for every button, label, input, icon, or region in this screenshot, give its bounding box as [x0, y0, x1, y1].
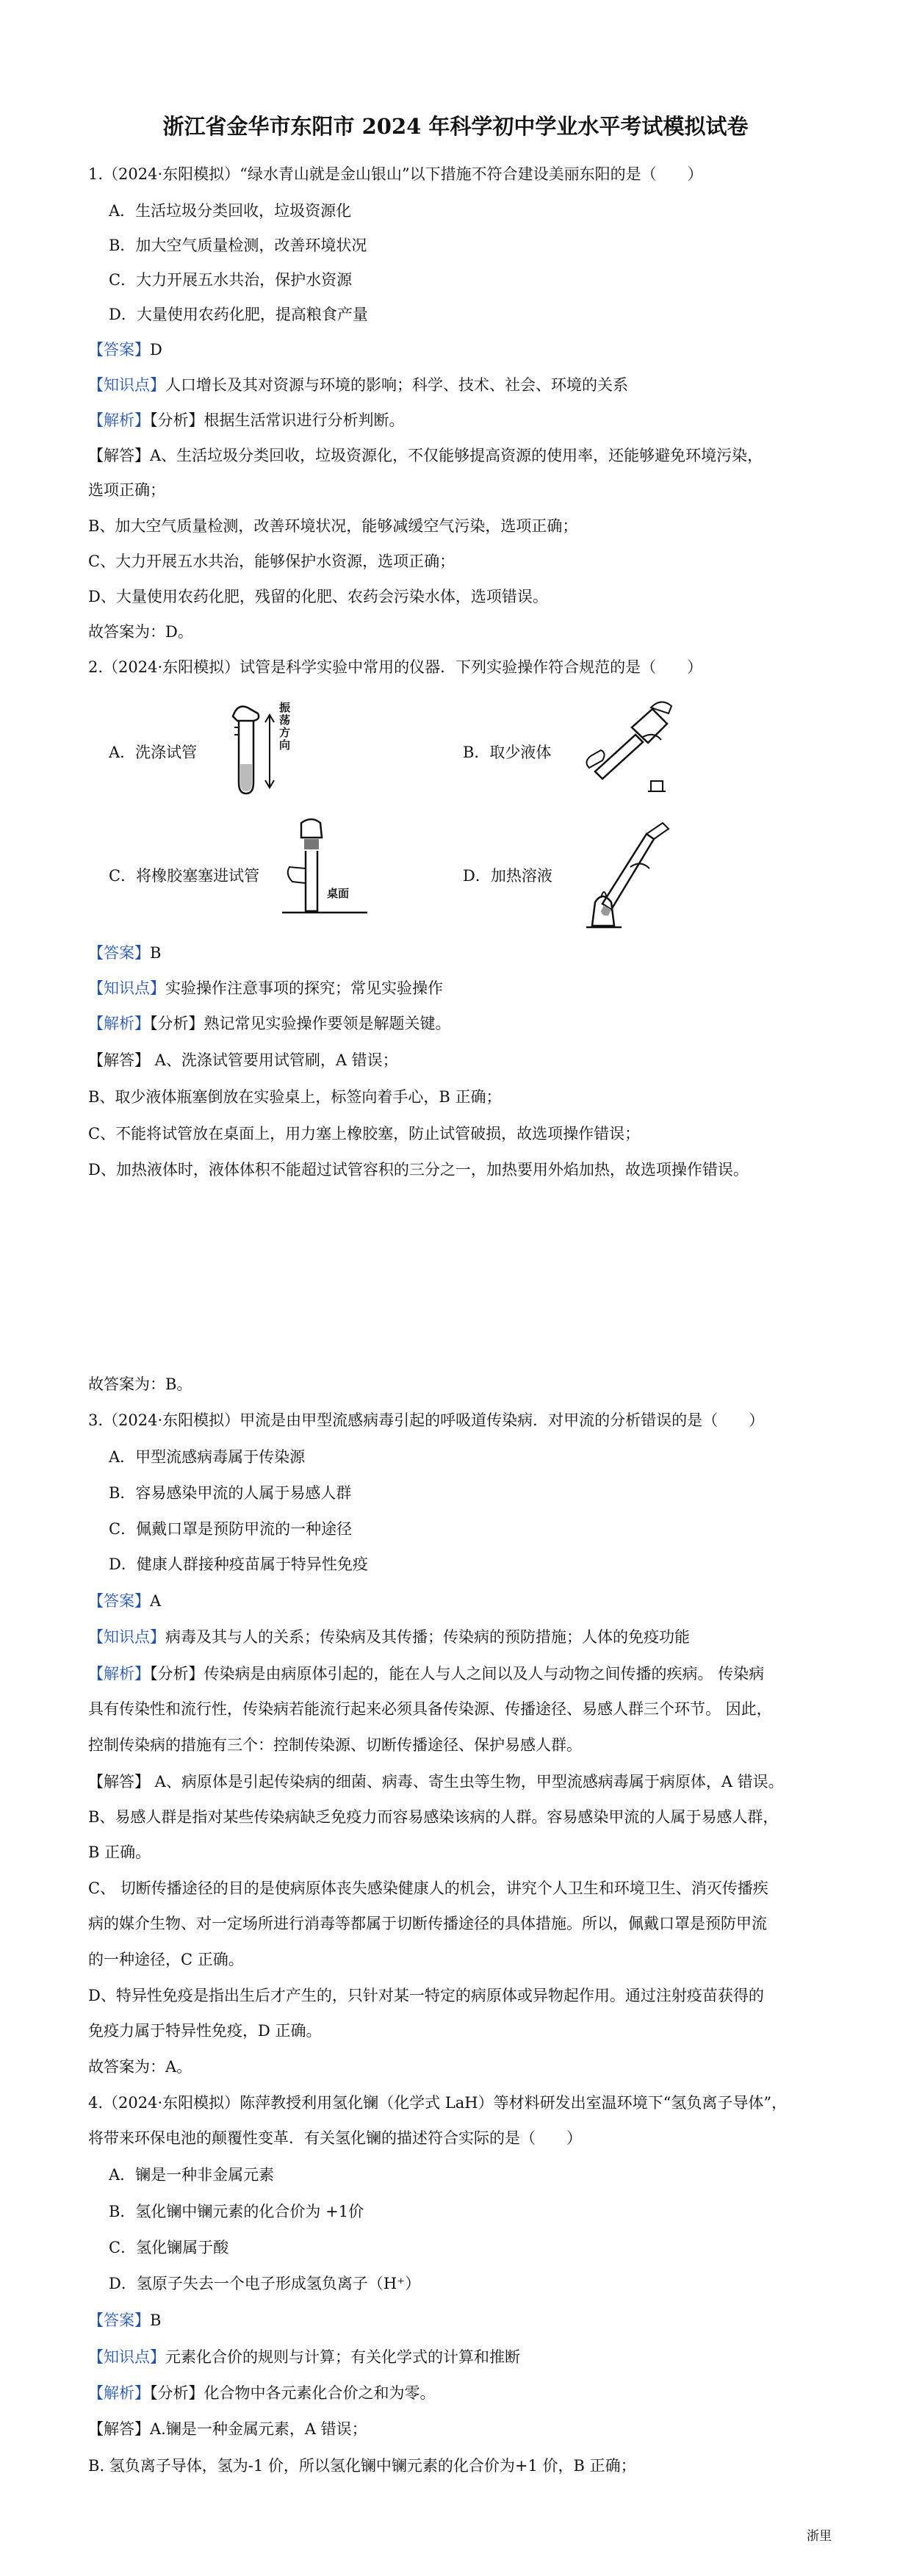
- q2-fig-label-d: D．加热溶液: [463, 867, 552, 885]
- q3-solution-line: 病的媒介生物、对一定场所进行消毒等都属于切断传播途径的具体措施。所以，佩戴口罩是预防甲流: [88, 1915, 767, 1932]
- q3-option-b: B．容易感染甲流的人属于易感人群: [109, 1484, 352, 1502]
- knowledge-text: 实验操作注意事项的探究；常见实验操作: [165, 979, 443, 997]
- q3-solution-line: 控制传染病的措施有三个：控制传染源、切断传播途径、保护易感人群。: [88, 1736, 582, 1754]
- knowledge-tag: 【知识点】: [88, 376, 165, 394]
- q2-figure-c-insert-stopper: [279, 816, 375, 926]
- q3-answer: [88, 1590, 830, 1612]
- q2-fig-a-note: 振荡方向: [279, 701, 291, 752]
- answer-value: A: [150, 1592, 162, 1610]
- analysis-tag: 【解析】: [88, 1015, 150, 1032]
- answer-tag: 【答案】: [88, 1592, 150, 1610]
- q3-knowledge: [88, 1626, 830, 1648]
- page-footer: 浙里: [807, 2529, 832, 2544]
- q4-option-b: B．氢化镧中镧元素的化合价为 +1价: [109, 2203, 364, 2220]
- q3-solution-line: 具有传染性和流行性，传染病若能流行起来必须具备传染源、传播途径、易感人群三个环节。 因此，: [88, 1700, 772, 1718]
- q1-option-d: D．大量使用农药化肥，提高粮食产量: [109, 306, 368, 323]
- q2-solution-line: B、取少液体瓶塞倒放在实验桌上，标签向着手心，B 正确；: [88, 1088, 502, 1106]
- analysis-tag: 【解析】: [88, 411, 150, 429]
- q3-option-d: D．健康人群接种疫苗属于特异性免疫: [109, 1555, 368, 1573]
- q4-solution-line: B. 氢负离子导体，氢为-1 价，所以氢化镧中镧元素的化合价为+1 价，B 正确；: [88, 2457, 636, 2475]
- q3-solution-line: 免疫力属于特异性免疫，D 正确。: [88, 2022, 322, 2040]
- q1-option-a: A．生活垃圾分类回收，垃圾资源化: [109, 202, 352, 220]
- q4-knowledge: [88, 2346, 830, 2368]
- q2-solution-line: C、不能将试管放在桌面上，用力塞上橡胶塞，防止试管破损，故选项操作错误；: [88, 1125, 641, 1143]
- analysis-text: 【分析】传染病是由病原体引起的，能在人与人之间以及人与动物之间传播的疾病。 传染病: [150, 1665, 765, 1683]
- q4-option-a: A．镧是一种非金属元素: [109, 2166, 275, 2184]
- answer-tag: 【答案】: [88, 944, 150, 962]
- q1-analysis: [88, 409, 830, 431]
- analysis-tag: 【解析】: [88, 1665, 150, 1683]
- q1-option-b: B．加大空气质量检测，改善环境状况: [109, 237, 367, 254]
- q3-solution-line: B、易感人群是指对某些传染病缺乏免疫力而容易感染该病的人群。容易感染甲流的人属于易感人群，: [88, 1808, 779, 1826]
- q1-solution-line: 【解答】A、生活垃圾分类回收，垃圾资源化，不仅能够提高资源的使用率，还能够避免环境污染，: [88, 447, 763, 464]
- q2-analysis: [88, 1012, 830, 1035]
- analysis-tag: 【解析】: [88, 2384, 150, 2402]
- q2-figure-b-pour-liquid: [580, 694, 683, 805]
- analysis-text: 【分析】化合物中各元素化合价之和为零。: [150, 2384, 436, 2402]
- q3-solution-line: 的一种途径，C 正确。: [88, 1951, 244, 1968]
- q2-solution-line: 【解答】 A、洗涤试管要用试管刷，A 错误；: [88, 1051, 398, 1069]
- q1-solution-line: 选项正确；: [88, 481, 165, 499]
- answer-value: D: [150, 341, 162, 359]
- q4-stem: 将带来环保电池的颠覆性变革．有关氢化镧的描述符合实际的是（ ）: [88, 2129, 582, 2147]
- answer-tag: 【答案】: [88, 341, 150, 359]
- q3-final-answer: 故答案为：A。: [88, 2058, 192, 2076]
- q4-option-d: D．氢原子失去一个电子形成氢负离子（H⁺）: [109, 2275, 421, 2292]
- q1-final-answer: 故答案为：D。: [88, 623, 193, 641]
- q2-fig-label-a: A．洗涤试管: [109, 744, 198, 761]
- answer-value: B: [150, 2311, 162, 2329]
- q3-solution-line: D、特异性免疫是指出生后才产生的，只针对某一特定的病原体或异物起作用。通过注射疫苗获得的: [88, 1987, 764, 2004]
- analysis-text: 【分析】根据生活常识进行分析判断。: [150, 411, 405, 429]
- answer-tag: 【答案】: [88, 2311, 150, 2329]
- knowledge-tag: 【知识点】: [88, 1628, 165, 1646]
- knowledge-text: 人口增长及其对资源与环境的影响；科学、技术、社会、环境的关系: [165, 376, 628, 394]
- answer-value: B: [150, 944, 162, 962]
- q4-answer: [88, 2309, 830, 2331]
- q1-stem: 1.（2024·东阳模拟）“绿水青山就是金山银山”以下措施不符合建设美丽东阳的是（ ）: [88, 165, 703, 183]
- q2-solution-line: D、加热液体时，液体体积不能超过试管容积的三分之一，加热要用外焰加热，故选项操作错误。: [88, 1161, 749, 1179]
- knowledge-tag: 【知识点】: [88, 979, 165, 997]
- analysis-text: 【分析】熟记常见实验操作要领是解题关键。: [150, 1015, 451, 1032]
- q4-option-c: C．氢化镧属于酸: [109, 2239, 229, 2256]
- knowledge-tag: 【知识点】: [88, 2348, 165, 2366]
- q4-solution-line: 【解答】A.镧是一种金属元素，A 错误；: [88, 2420, 367, 2438]
- q1-solution-line: C、大力开展五水共治，能够保护水资源，选项正确；: [88, 553, 455, 570]
- q1-answer: [88, 339, 830, 361]
- page-title: 浙江省金华市东阳市 2024 年科学初中学业水平考试模拟试卷: [162, 114, 749, 139]
- q2-fig-label-b: B．取少液体: [463, 744, 552, 761]
- q2-fig-c-note: 桌面: [327, 887, 350, 900]
- q2-final-answer: 故答案为：B。: [88, 1375, 192, 1393]
- q2-stem: 2.（2024·东阳模拟）试管是科学实验中常用的仪器．下列实验操作符合规范的是（ ）: [88, 658, 703, 676]
- q3-solution-line: 【解答】 A、病原体是引起传染病的细菌、病毒、寄生虫等生物，甲型流感病毒属于病原体，A 错误。: [88, 1773, 784, 1791]
- knowledge-text: 病毒及其与人的关系；传染病及其传播；传染病的预防措施；人体的免疫功能: [165, 1628, 690, 1646]
- q4-analysis: [88, 2382, 830, 2404]
- q1-option-c: C．大力开展五水共治，保护水资源: [109, 271, 353, 289]
- q3-solution-line: C、 切断传播途径的目的是使病原体丧失感染健康人的机会，讲究个人卫生和环境卫生、消灭传播疾: [88, 1879, 768, 1897]
- knowledge-text: 元素化合价的规则与计算；有关化学式的计算和推断: [165, 2348, 520, 2366]
- q1-knowledge: [88, 374, 830, 396]
- q2-knowledge: [88, 977, 830, 999]
- q4-stem: 4.（2024·东阳模拟）陈萍教授利用氢化镧（化学式 LaH）等材料研发出室温环境下“氢负离子导体”，: [88, 2094, 788, 2112]
- q3-solution-line: B 正确。: [88, 1843, 151, 1861]
- q3-option-c: C．佩戴口罩是预防甲流的一种途径: [109, 1520, 353, 1538]
- q2-figure-d-heat-solution: [573, 816, 676, 933]
- q3-stem: 3.（2024·东阳模拟）甲流是由甲型流感病毒引起的呼吸道传染病．对甲流的分析错误的是（ ）: [88, 1411, 765, 1429]
- q2-fig-label-c: C．将橡胶塞塞进试管: [109, 867, 260, 885]
- q3-option-a: A．甲型流感病毒属于传染源: [109, 1448, 306, 1466]
- q2-answer: [88, 942, 830, 964]
- q1-solution-line: B、加大空气质量检测，改善环境状况，能够减缓空气污染，选项正确；: [88, 517, 578, 535]
- q1-solution-line: D、大量使用农药化肥，残留的化肥、农药会污染水体，选项错误。: [88, 588, 548, 605]
- q3-analysis: [88, 1663, 830, 1685]
